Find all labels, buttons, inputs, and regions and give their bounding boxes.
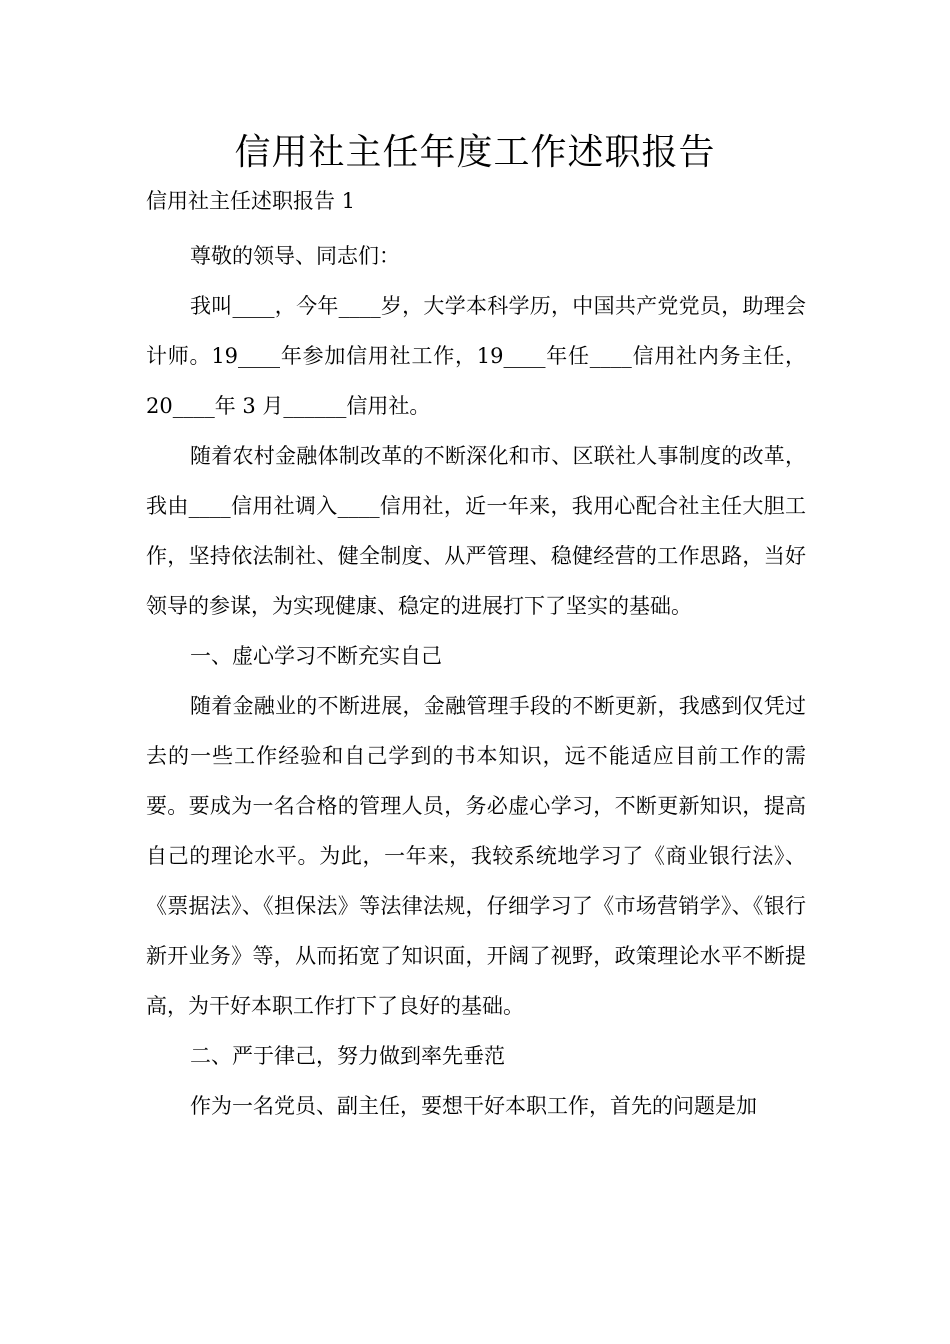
- salutation: 尊敬的领导、同志们：: [190, 244, 400, 268]
- paragraph-discipline: 作为一名党员、副主任，要想干好本职工作，首先的问题是加: [190, 1094, 757, 1118]
- paragraph-learning: 随着金融业的不断进展，金融管理手段的不断更新，我感到仅凭过去的一些工作经验和自己学到的书本知识，远不能适应目前工作的需要。要成为一名合格的管理人员，务必虚心学习，不断更新知识，提高自己的理论水平。为此，一年来，我较系统地学习了《商业银行法》、《票据法》、《担保法》等法律法规，仔细学习了《市场营销学》、《银行新开业务》等，从而拓宽了知识面，开阔了视野，政策理论水平不断提高，为干好本职工作打下了良好的基础。: [146, 694, 806, 1018]
- document-body: [146, 231, 806, 1131]
- section-heading-1: 一、虚心学习不断充实自己: [190, 644, 442, 668]
- document-subtitle: 信用社主任述职报告 1: [146, 189, 356, 213]
- paragraph-introduction: 我叫____，今年____岁，大学本科学历，中国共产党党员，助理会计师。19____年参加信用社工作，19____年任____信用社内务主任，20____年 3 月______信用社。: [146, 294, 806, 418]
- document-title: 信用社主任年度工作述职报告: [234, 132, 716, 173]
- paragraph-background: 随着农村金融体制改革的不断深化和市、区联社人事制度的改革，我由____信用社调入____信用社，近一年来，我用心配合社主任大胆工作，坚持依法制社、健全制度、从严管理、稳健经营的工作思路，当好领导的参谋，为实现健康、稳定的进展打下了坚实的基础。: [146, 444, 806, 618]
- section-heading-2: 二、严于律己，努力做到率先垂范: [190, 1044, 505, 1068]
